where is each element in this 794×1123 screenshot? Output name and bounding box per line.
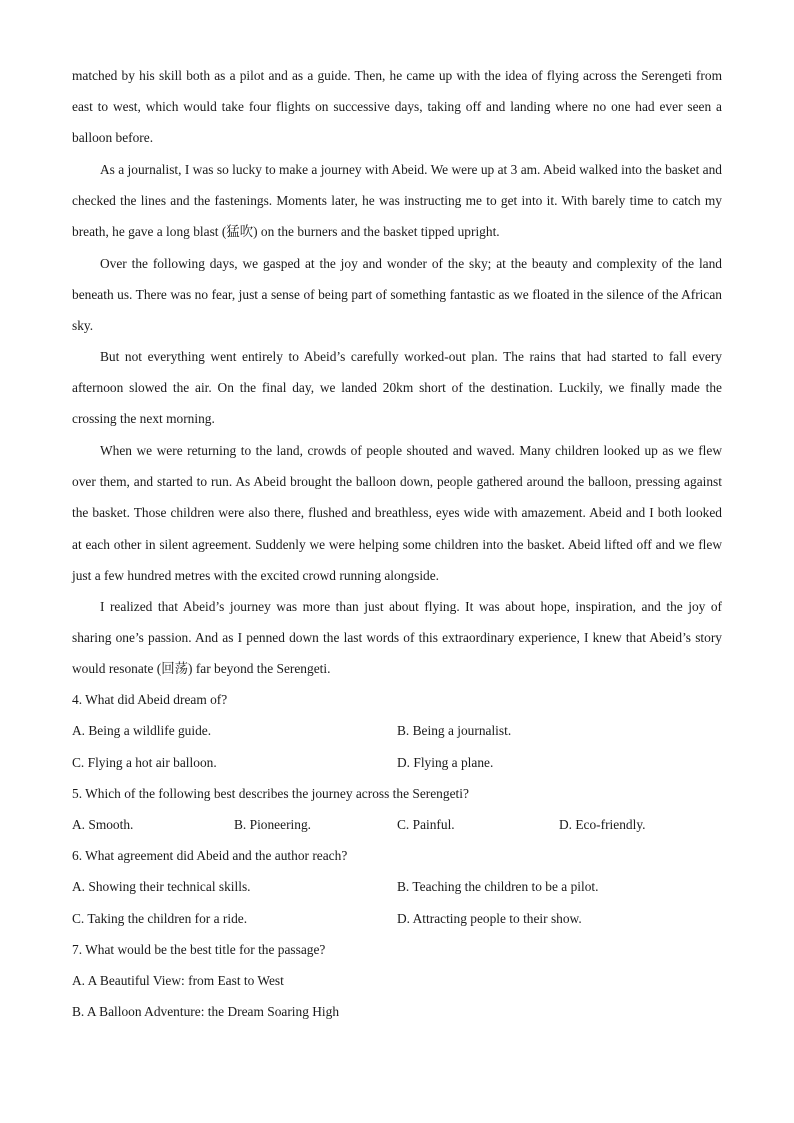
question-4-option-c: C. Flying a hot air balloon. [72,755,217,770]
passage-paragraph-3-text: Over the following days, we gasped at the joy and wonder of the sky; at the beauty and complexity of the land beneath us. There was no fear, just a sense of being part of something fantastic as we floated in the silence of the African sky. [72,256,722,334]
question-5-stem: 5. Which of the following best describes the journey across the Serengeti? [72,786,469,801]
passage-paragraph-6-text: I realized that Abeid’s journey was more than just about flying. It was about hope, inspiration, and the joy of sharing one’s passion. And as I penned down the last words of this extraordinary experience, I knew that Abeid’s story would resonate (回荡) far beyond the Serengeti. [72,599,722,677]
question-7-option-a: A. A Beautiful View: from East to West [72,973,284,988]
question-5-option-d: D. Eco-friendly. [559,817,646,832]
passage-paragraph-3 [72,248,722,342]
passage-paragraph-2 [72,154,722,248]
passage-paragraph-4-text: But not everything went entirely to Abeid’s carefully worked-out plan. The rains that had started to fall every afternoon slowed the air. On the final day, we landed 20km short of the destination. Luckily, we finally made the crossing the next morning. [72,349,722,427]
passage-paragraph-6 [72,591,722,685]
question-6-option-b: B. Teaching the children to be a pilot. [397,879,599,894]
question-6-option-a: A. Showing their technical skills. [72,879,251,894]
passage-paragraph-5 [72,435,722,591]
question-7-stem: 7. What would be the best title for the passage? [72,942,326,957]
passage-paragraph-2-text: As a journalist, I was so lucky to make a journey with Abeid. We were up at 3 am. Abeid walked into the basket and checked the lines and the fastenings. Moments later, he was instructing me to get into it. With barely time to catch my breath, he gave a long blast (猛吹) on the burners and the basket tipped upright. [72,162,722,240]
question-6-option-c: C. Taking the children for a ride. [72,911,248,926]
question-7-option-b: B. A Balloon Adventure: the Dream Soaring High [72,1004,340,1019]
passage-paragraph-1: matched by his skill both as a pilot and as a guide. Then, he came up with the idea of flying across the Serengeti from east to west, which would take four flights on successive days, taking off and landing where no one had ever seen a balloon before. [72,68,722,146]
question-6-option-d: D. Attracting people to their show. [397,911,582,926]
question-4-stem: 4. What did Abeid dream of? [72,692,228,707]
passage-paragraph-5-text: When we were returning to the land, crowds of people shouted and waved. Many children looked up as we flew over them, and started to run. As Abeid brought the balloon down, people gathered around the balloon, pressing against the basket. Those children were also there, flushed and breathless, eyes wide with amazement. Abeid and I both looked at each other in silent agreement. Suddenly we were helping some children into the basket. Abeid lifted off and we flew just a few hundred metres with the excited crowd running alongside. [72,443,722,583]
question-6-stem: 6. What agreement did Abeid and the author reach? [72,848,348,863]
question-4-option-b: B. Being a journalist. [397,723,512,738]
question-4-option-a: A. Being a wildlife guide. [72,723,212,738]
question-5-option-c: C. Painful. [397,817,455,832]
passage-paragraph-4 [72,341,722,435]
question-5-option-a: A. Smooth. [72,817,134,832]
question-4-option-d: D. Flying a plane. [397,755,494,770]
question-5-option-b: B. Pioneering. [234,817,311,832]
